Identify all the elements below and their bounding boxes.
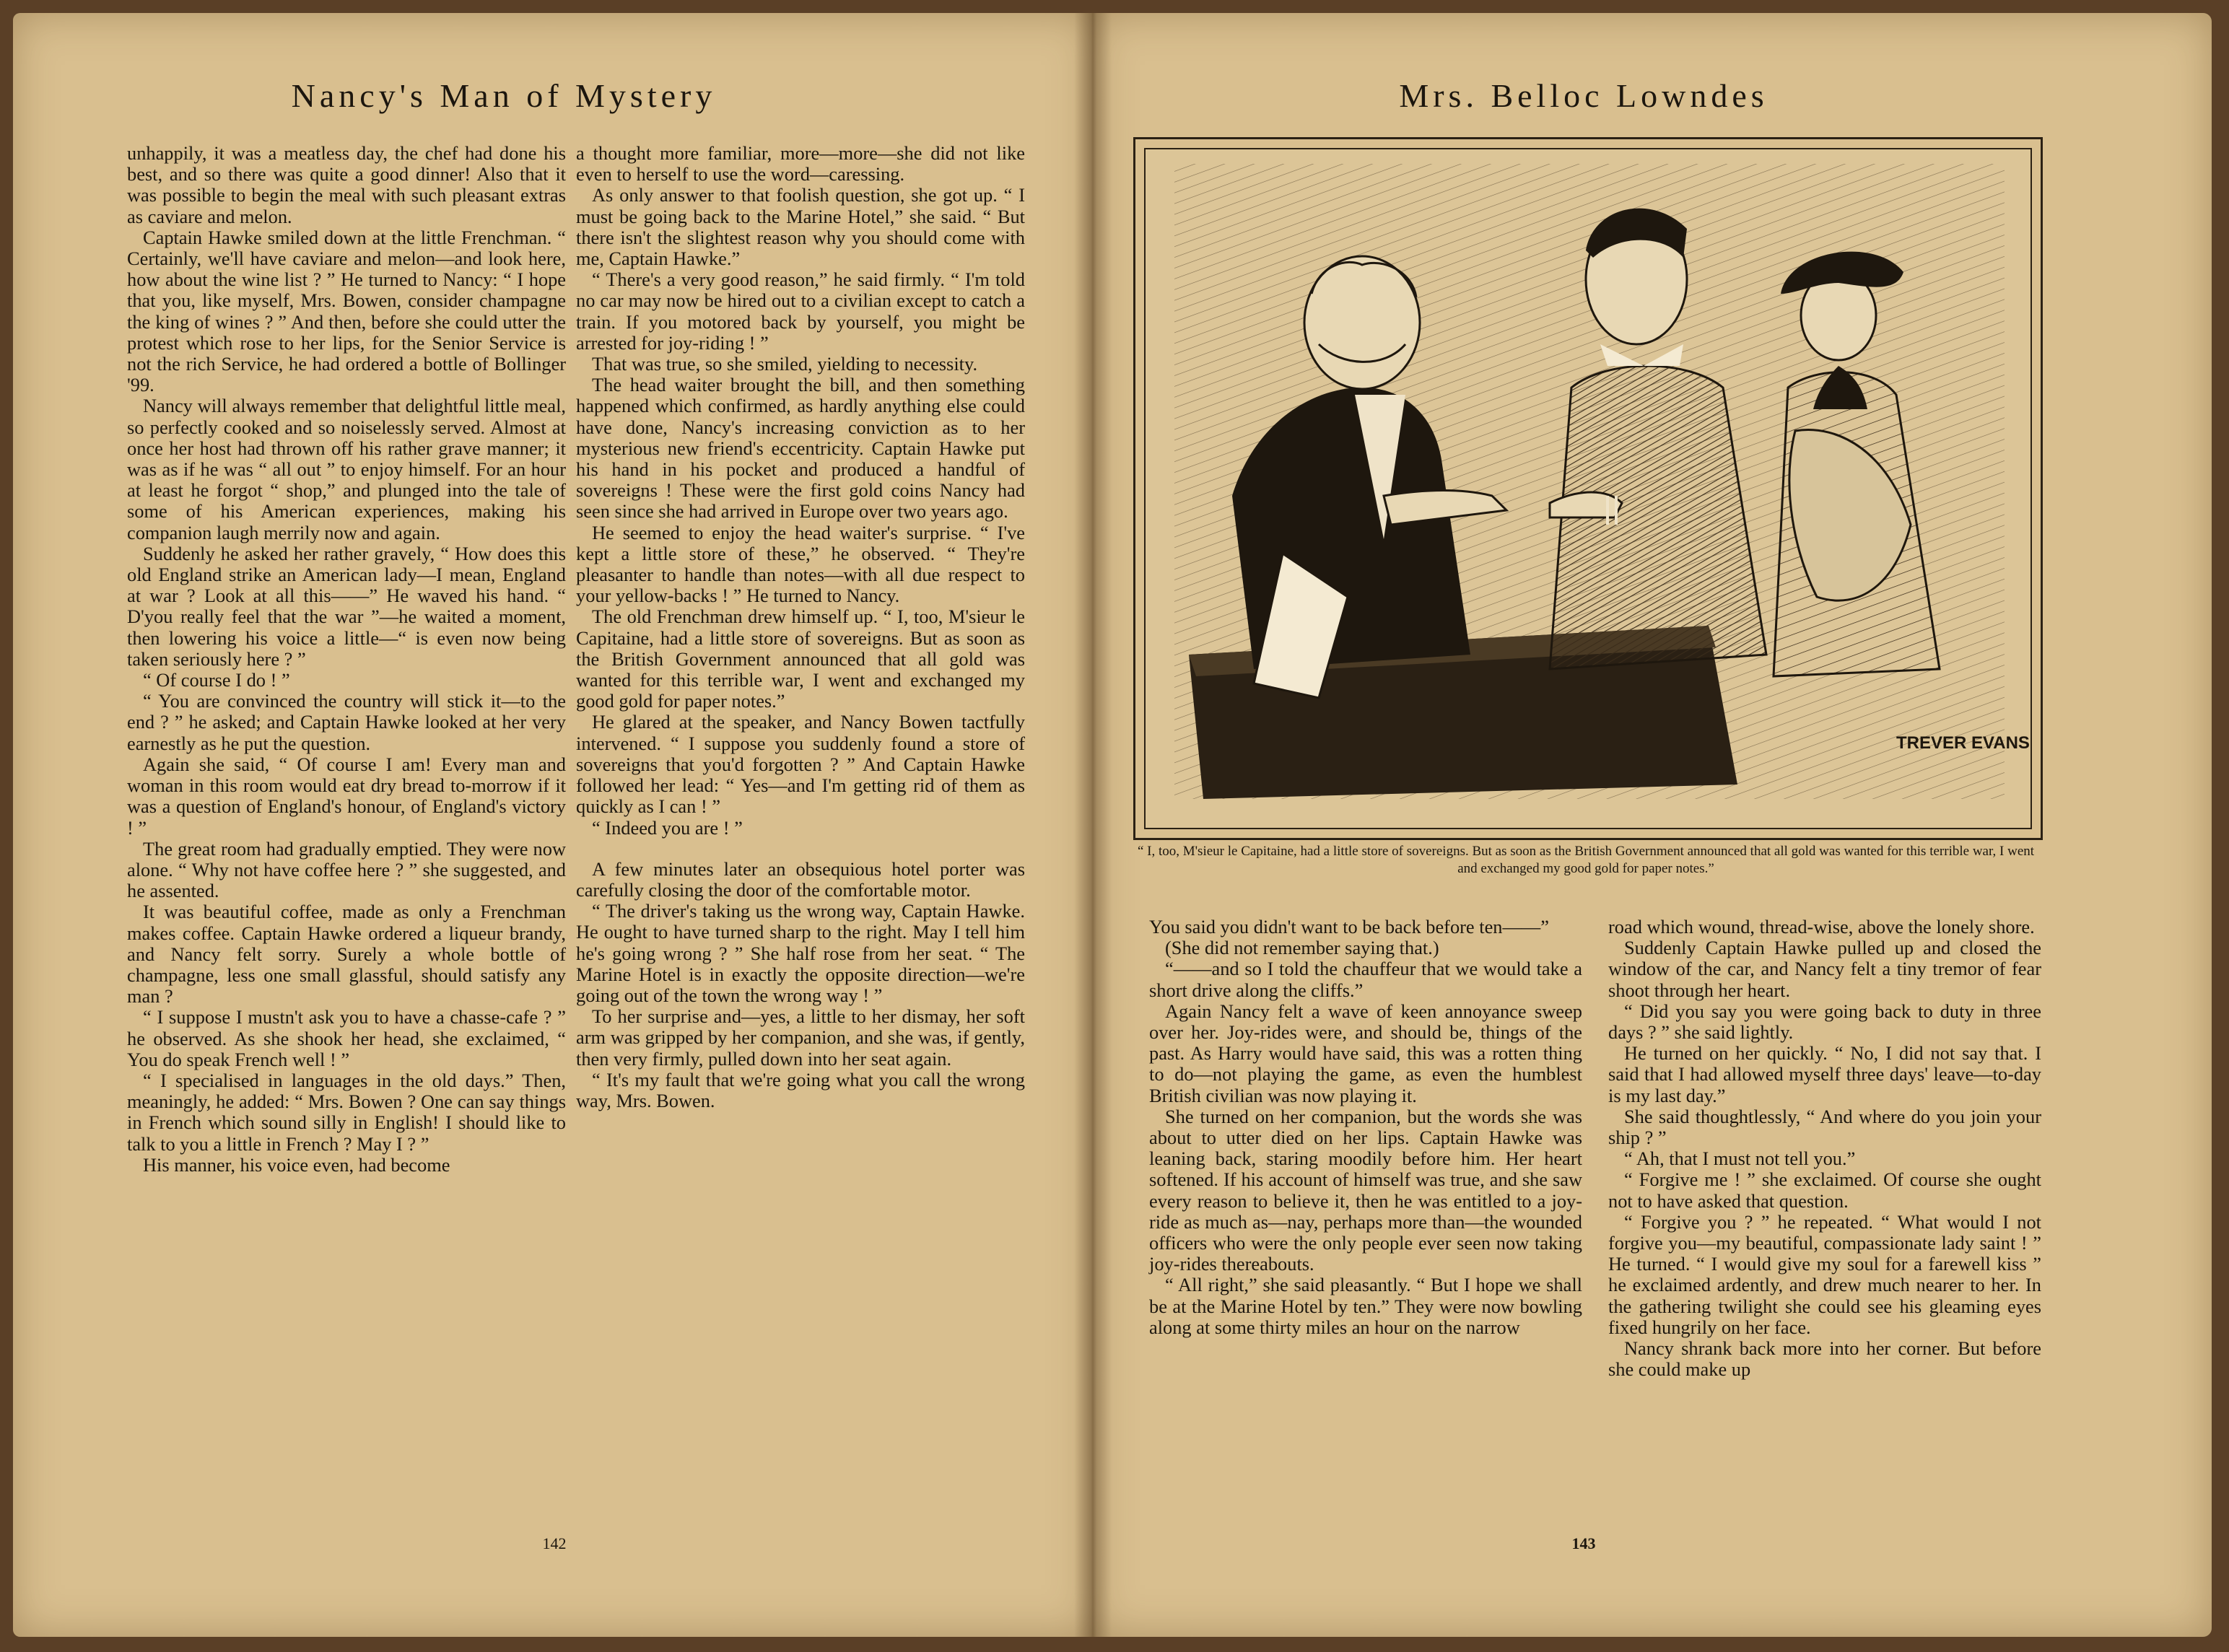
paragraph: “ It's my fault that we're going what you call the wrong way, Mrs. Bowen. [576, 1068, 1025, 1111]
illustration-signature: TREVER EVANS [1896, 733, 2030, 753]
paragraph: “ Forgive you ? ” he repeated. “ What would I not forgive you—my beautiful, compassionate lady saint ! ” He turned. “ I would give my soul for a farewell kiss ” he exclaimed ardently, and drew much nearer to her. In the gathering twilight she could see his gleaming eyes fixed hungrily on her face. [1608, 1210, 2041, 1338]
paragraph: a thought more familiar, more—more—she did not like even to herself to use the word—caressing. [576, 142, 1025, 185]
paragraph: “ Ah, that I must not tell you.” [1624, 1148, 1856, 1170]
paragraph: “ You are convinced the country will stick it—to the end ? ” he asked; and Captain Hawke looked at her very earnestly as he put the question. [127, 690, 566, 754]
paragraph: She turned on her companion, but the words she was about to utter died on her lips. Captain Hawke was leaning back, staring moodily before him. Her heart softened. If his account of himself was true, and she saw every reason to believe it, then he was entitled to a joy-ride as much as—nay, perhaps more than—the wounded officers who were the only people ever seen now taking joy-rides thereabouts. [1149, 1105, 1582, 1275]
paragraph: His manner, his voice even, had become [143, 1153, 450, 1176]
paragraph: Nancy shrank back more into her corner. But before she could make up [1608, 1337, 2041, 1381]
illustration-caption: “ I, too, M'sieur le Capitaine, had a little store of sovereigns. But as soon as the British Government announced that all gold was wanted for this terrible war, I went and exchanged my good gold for paper notes.” [1137, 844, 2035, 876]
paragraph: She said thoughtlessly, “ And where do you join your ship ? ” [1608, 1105, 2041, 1149]
paragraph: “——and so I told the chauffeur that we would take a short drive along the cliffs.” [1149, 958, 1582, 1001]
paragraph: He turned on her quickly. “ No, I did not say that. I said that I had allowed myself three days' leave—to-day is my last day.” [1608, 1042, 2041, 1106]
illustration [1144, 148, 2032, 829]
paragraph: To her surprise and—yes, a little to her dismay, her soft arm was gripped by her companion, and she was, if gently, then very firmly, pulled down into her seat again. [576, 1005, 1025, 1070]
running-head-right: Mrs. Belloc Lowndes [1399, 77, 1768, 114]
right-column-1 [1149, 917, 1582, 1338]
paragraph: The old Frenchman drew himself up. “ I, too, M'sieur le Capitaine, had a little store of sovereigns. But as soon as the British Government announced that all gold was wanted for this terrible war, I went and exchanged my good gold for paper notes.” [576, 606, 1025, 712]
paragraph: Nancy will always remember that delightful little meal, so perfectly cooked and so noiselessly served. Almost at once her host had thrown off his rather grave manner; it was as if he was “ all out ” to enjoy himself. For an hour at least he forgot “ shop,” and plunged into the tale of some of his American experiences, making his companion laugh merrily now and again. [127, 395, 566, 543]
paragraph: “ I specialised in languages in the old days.” Then, meaningly, he added: “ Mrs. Bowen ? One can say things in French which sound silly in English! I should like to talk to you a little in French ? May I ? ” [127, 1069, 566, 1155]
paragraph: “ Did you say you were going back to duty in three days ? ” she said lightly. [1608, 1000, 2041, 1044]
running-head-left: Nancy's Man of Mystery [291, 77, 717, 114]
paragraph: The head waiter brought the bill, and then something happened which confirmed, as hardly anything else could have done, Nancy's increasing conviction as to her mysterious new friend's eccentricity. Captain Hawke put his hand in his pocket and produced a handful of sovereigns ! These were the first gold coins Nancy had seen since she had arrived in Europe over two years ago. [576, 374, 1025, 523]
paragraph: “ Forgive me ! ” she exclaimed. Of course she ought not to have asked that question. [1608, 1168, 2041, 1212]
paragraph: “ There's a very good reason,” he said firmly. “ I'm told no car may now be hired out to a civilian except to catch a train. If you motored back by yourself, you might be arrested for joy-riding ! ” [576, 268, 1025, 354]
paragraph: “ I suppose I mustn't ask you to have a chasse-cafe ? ” he observed. As she shook her head, she exclaimed, “ You do speak French well ! ” [127, 1006, 566, 1070]
illustration-drawing [1146, 149, 2030, 828]
right-column-2 [1608, 917, 2041, 1380]
left-column-1 [127, 143, 566, 1176]
paragraph: It was beautiful coffee, made as only a Frenchman makes coffee. Captain Hawke ordered a liqueur brandy, and Nancy felt sorry. Surely a whole bottle of champagne, less one small glassful, should satisfy any man ? [127, 901, 566, 1008]
right-page [1093, 13, 2212, 1637]
paragraph: Suddenly Captain Hawke pulled up and closed the window of the car, and Nancy felt a tiny tremor of fear shoot through her heart. [1608, 937, 2041, 1001]
paragraph: Again Nancy felt a wave of keen annoyance sweep over her. Joy-rides were, and should be, things of the past. As Harry would have said, this was a rotten thing to do—not playing the game, as even the humblest British civilian was now playing it. [1149, 1000, 1582, 1106]
book-gutter [1074, 13, 1112, 1637]
page-number-right: 143 [1571, 1534, 1596, 1552]
paragraph: “ All right,” she said pleasantly. “ But I hope we shall be at the Marine Hotel by ten.” They were now bowling along at some thirty miles an hour on the narrow [1149, 1274, 1582, 1338]
paragraph: He seemed to enjoy the head waiter's surprise. “ I've kept a little store of these,” he observed. “ They're pleasanter to handle than notes—with all due respect to your yellow-backs ! ” He turned to Nancy. [576, 521, 1025, 607]
paragraph: Captain Hawke smiled down at the little Frenchman. “ Certainly, we'll have caviare and melon—and look here, how about the wine list ? ” He turned to Nancy: “ I hope that you, like myself, Mrs. Bowen, consider champagne the king of wines ? ” And then, before she could utter the protest which rose to her lips, for the Senior Service is not the rich Service, he had ordered a bottle of Bollinger '99. [127, 226, 566, 396]
page-number-left: 142 [542, 1534, 567, 1552]
paragraph: road which wound, thread-wise, above the lonely shore. [1608, 916, 2035, 938]
paragraph: Again she said, “ Of course I am! Every man and woman in this room would eat dry bread to-morrow if it was a question of England's honour, of England's victory ! ” [127, 753, 566, 839]
paragraph: “ Indeed you are ! ” [592, 816, 743, 839]
paragraph: That was true, so she smiled, yielding to necessity. [592, 353, 978, 375]
paragraph: He glared at the speaker, and Nancy Bowen tactfully intervened. “ I suppose you suddenly found a store of sovereigns that you'd forgotten ? ” And Captain Hawke followed her lead: “ Yes—and I'm getting rid of them as quickly as I can ! ” [576, 711, 1025, 818]
paragraph: unhappily, it was a meatless day, the chef had done his best, and so there was quite a good dinner! Also that it was possible to begin the meal with such pleasant extras as caviare and melon. [127, 142, 566, 227]
paragraph: You said you didn't want to be back before ten——” [1149, 916, 1549, 938]
paragraph: A few minutes later an obsequious hotel porter was carefully closing the door of the comfortable motor. [576, 857, 1025, 901]
left-page [13, 13, 1093, 1637]
illustration-frame [1133, 137, 2043, 840]
paragraph: “ Of course I do ! ” [143, 669, 290, 691]
left-column-2 [576, 143, 1025, 1111]
paragraph: As only answer to that foolish question, she got up. “ I must be going back to the Marine Hotel,” she said. “ But there isn't the slightest reason why you should come with me, Captain Hawke.” [576, 184, 1025, 270]
paragraph: Suddenly he asked her rather gravely, “ How does this old England strike an American lady—I mean, England at war ? Look at all this——” He waved his hand. “ D'you really feel that the war ”—he waited a moment, then lowering his voice a little—“ is even now being taken seriously here ? ” [127, 542, 566, 670]
paragraph: (She did not remember saying that.) [1165, 937, 1439, 959]
paragraph: “ The driver's taking us the wrong way, Captain Hawke. He ought to have turned sharp to the right. May I tell him he's going wrong ? ” She half rose from her seat. “ The Marine Hotel is in exactly the opposite direction—we're going out of the town the wrong way ! ” [576, 900, 1025, 1006]
paragraph: The great room had gradually emptied. They were now alone. “ Why not have coffee here ? ” she suggested, and he assented. [127, 837, 566, 902]
